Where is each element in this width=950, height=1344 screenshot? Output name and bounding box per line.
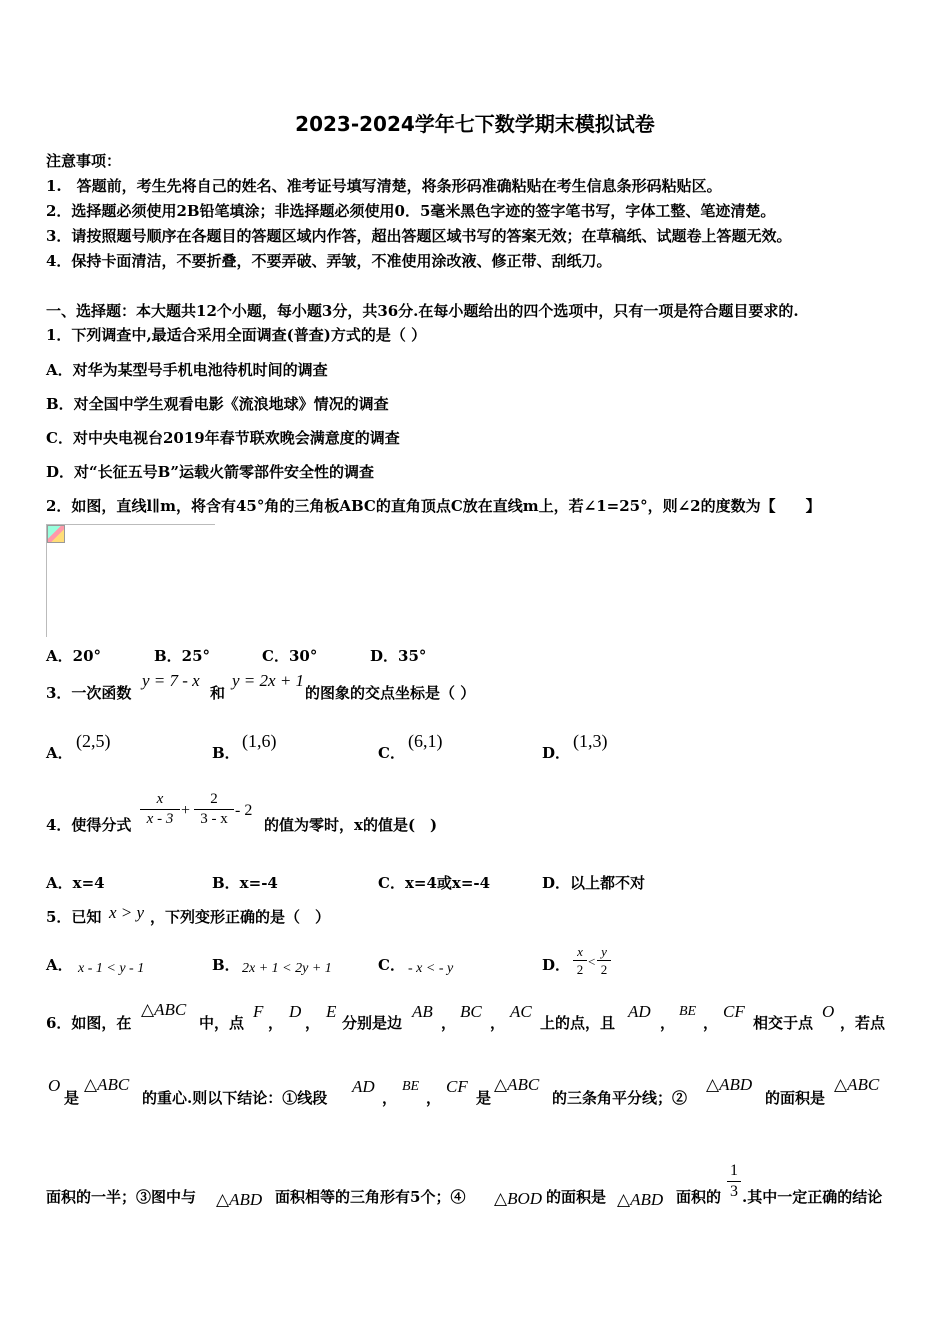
q6-text: 上的点，且 [540,1014,616,1032]
q1-option-a: A．对华为某型号手机电池待机时间的调查 [46,361,328,379]
q6-text: 6．如图，在 [46,1014,132,1032]
page-title: 2023-2024学年七下数学期末模拟试卷 [295,112,655,136]
q5-d-numerator-2: y [597,945,611,961]
q6-math: BC [460,1002,482,1021]
q5-label-b: B． [212,956,240,974]
q6-math: D [289,1002,302,1021]
q6-text: 面积相等的三角形有5个；④ [275,1188,466,1206]
q6-math: F [253,1002,264,1021]
q5-d-denominator-1: 2 [576,962,584,977]
q5-d-fraction-2 [597,945,611,976]
q6-text: ， [660,1014,676,1032]
q6-math: △ABD [216,1190,263,1209]
notice-item: 3．请按照题号顺序在各题目的答题区域内作答，超出答题区域书写的答案无效；在草稿纸、试题卷上答题无效。 [46,227,792,245]
q4-stem-end: 的值为零时，x的值是( ) [264,816,438,834]
q2-option-d: D．35° [370,647,427,665]
q3-stem-end: 的图象的交点坐标是（ ） [305,684,476,702]
notice-item: 2．选择题必须使用2B铅笔填涂；非选择题必须使用0．5毫米黑色字迹的签字笔书写，字体工整、笔迹清楚。 [46,202,776,220]
q5-stem-start: 5．已知 [46,908,102,926]
q2-stem: 2．如图，直线l∥m，将含有45°角的三角板ABC的直角顶点C放在直线m上，若∠1=25°，则∠2的度数为【 】 [46,497,821,515]
q5-value-a: x - 1 < y - 1 [78,961,145,976]
q5-condition: x > y [109,903,145,922]
q4-fraction-2-denominator: 3 - x [200,811,228,827]
q6-math: BE [402,1079,420,1094]
q6-text: 分别是边 [342,1014,403,1032]
q3-label-b: B． [212,744,240,762]
q4-fraction-2-numerator: 2 [194,792,234,810]
q6-text: 面积的 [676,1188,722,1206]
q4-option-a: A．x=4 [46,874,105,892]
q3-label-c: C． [378,744,405,762]
q4-fraction-1-denominator: x - 3 [146,811,174,827]
q1-stem: 1．下列调查中,最适合采用全面调查(普查)方式的是（ ） [46,326,427,344]
q3-label-a: A． [46,744,73,762]
q3-function-2: y = 2x + 1 [232,671,305,690]
q6-text: .其中一定正确的结论 [742,1188,883,1206]
q5-label-c: C． [378,956,405,974]
q6-text: ， [268,1014,284,1032]
q6-math: CF [446,1077,468,1096]
q3-stem-start: 3．一次函数 [46,684,132,702]
q4-option-d: D．以上都不对 [542,874,646,892]
q6-fraction-numerator: 1 [727,1163,741,1182]
q6-math: AC [510,1002,532,1021]
q4-option-b: B．x=-4 [212,874,278,892]
q6-math: AB [412,1002,433,1021]
notice-item: 1. 答题前，考生先将自己的姓名、准考证号填写清楚，将条形码准确粘贴在考生信息条形码粘贴区。 [46,177,722,195]
q6-math: CF [723,1002,745,1021]
q6-text: ， [441,1014,457,1032]
q2-figure-placeholder [46,524,215,637]
q6-text: 是 [476,1089,492,1107]
q5-d-denominator-2: 2 [600,962,608,977]
q6-fraction-denominator: 3 [730,1183,738,1200]
q5-label-d: D． [542,956,571,974]
q2-option-b: B．25° [154,647,211,665]
q6-math: △ABD [617,1190,664,1209]
q3-value-a: (2,5) [76,731,111,751]
q6-math: AD [352,1077,375,1096]
section-heading: 一、选择题：本大题共12个小题，每小题3分，共36分.在每小题给出的四个选项中，只有一项是符合题目要求的. [46,302,799,320]
q5-value-b: 2x + 1 < 2y + 1 [242,961,332,976]
q6-text: ， [490,1014,506,1032]
q1-option-b: B．对全国中学生观看电影《流浪地球》情况的调查 [46,395,389,413]
q4-fraction-1-numerator: x [140,792,180,810]
q6-math: △ABC [84,1075,130,1094]
q6-text: 是 [64,1089,80,1107]
q4-fraction-1 [140,792,180,827]
q3-label-d: D． [542,744,571,762]
q6-math: △BOD [494,1189,543,1208]
q6-text: ，若点 [840,1014,886,1032]
q3-and: 和 [210,684,226,702]
q4-plus: + [181,802,191,819]
q6-math: △ABD [706,1075,753,1094]
q5-d-fraction-1 [573,945,587,976]
q6-text: 的三条角平分线；② [552,1089,688,1107]
q6-text: ， [426,1089,442,1107]
q6-text: 的面积是 [546,1188,607,1206]
q6-text: 的重心.则以下结论：①线段 [142,1089,328,1107]
q6-math: E [326,1002,337,1021]
q6-math: △ABC [834,1075,880,1094]
q5-d-less-than: < [588,954,596,969]
q4-minus-two: - 2 [235,802,253,819]
q3-value-b: (1,6) [242,731,277,751]
q2-option-a: A．20° [46,647,102,665]
q6-text: ， [382,1089,398,1107]
q5-stem-end: ，下列变形正确的是（ ） [150,908,331,926]
q6-text: ， [305,1014,321,1032]
q5-d-numerator-1: x [573,945,587,961]
q6-fraction-one-third [727,1163,741,1200]
q4-stem-start: 4．使得分式 [46,816,132,834]
q6-math: AD [628,1002,651,1021]
q6-text: 中，点 [199,1014,245,1032]
q3-value-d: (1,3) [573,731,608,751]
q6-text: 面积的一半；③图中与 [46,1188,197,1206]
q6-text: 相交于点 [753,1014,814,1032]
q4-option-c: C．x=4或x=-4 [378,874,491,892]
q2-option-c: C．30° [262,647,318,665]
q5-label-a: A． [46,956,73,974]
broken-image-icon [47,525,65,543]
q6-text: ， [703,1014,719,1032]
q6-math: △ABC [494,1075,540,1094]
q6-math: O [48,1076,61,1095]
q1-option-c: C．对中央电视台2019年春节联欢晚会满意度的调查 [46,429,400,447]
notice-heading: 注意事项： [46,152,122,170]
q3-function-1: y = 7 - x [142,671,200,690]
q6-math: O [822,1002,835,1021]
q3-value-c: (6,1) [408,731,443,751]
q1-option-d: D．对“长征五号B”运载火箭零部件安全性的调查 [46,463,374,481]
q6-math: BE [679,1004,697,1019]
q6-math: △ABC [141,1000,187,1019]
q5-value-c: - x < - y [408,961,454,976]
notice-item: 4．保持卡面清洁，不要折叠，不要弄破、弄皱，不准使用涂改液、修正带、刮纸刀。 [46,252,612,270]
q6-text: 的面积是 [765,1089,826,1107]
q4-fraction-2 [194,792,234,827]
